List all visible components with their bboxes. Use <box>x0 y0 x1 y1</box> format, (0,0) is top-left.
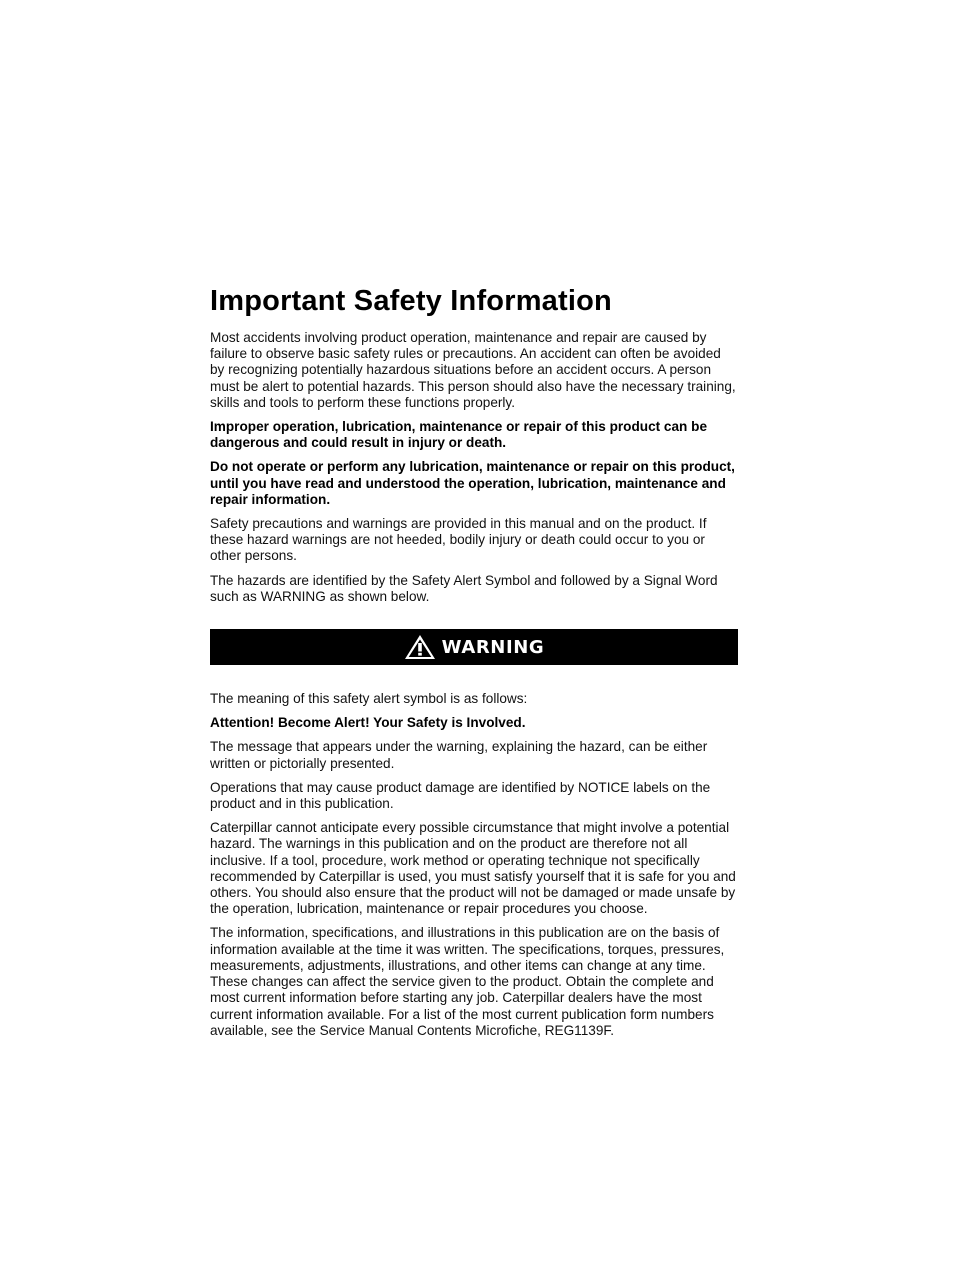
precautions-paragraph: Safety precautions and warnings are provided in this manual and on the product. If these hazard warnings are not heeded, bodily injury or death could occur to you or other persons. <box>210 516 707 564</box>
hazard-identification-paragraph: The hazards are identified by the Safety Alert Symbol and followed by a Signal Word such as WARNING as shown below. <box>210 572 718 604</box>
warning-label: WARNING <box>441 636 545 658</box>
symbol-meaning-paragraph: The meaning of this safety alert symbol is as follows: <box>210 691 528 707</box>
danger-statement: Improper operation, lubrication, maintenance or repair of this product can be dangerous and could result in injury or death. <box>210 419 708 451</box>
safety-alert-triangle-icon <box>404 634 436 660</box>
read-before-operating-statement: Do not operate or perform any lubrication, maintenance or repair on this product, until you have read and understood the operation, lubrication, maintenance and repair information. <box>210 459 735 507</box>
caterpillar-disclaimer-paragraph: Caterpillar cannot anticipate every possible circumstance that might involve a potential hazard. The warnings in this publication and on the product are therefore not all inclusive. If a tool, procedure, work method or operating technique not specifically recommended by Caterpillar is used, you must satisfy yourself that it is safe for you and others. You should also ensure that the product will not be damaged or made unsafe by the operation, lubrication, maintenance or repair procedures you choose. <box>210 820 736 917</box>
warning-message-paragraph: The message that appears under the warning, explaining the hazard, can be either written or pictorially presented. <box>210 739 708 771</box>
notice-labels-paragraph: Operations that may cause product damage are identified by NOTICE labels on the product and in this publication. <box>210 779 711 812</box>
page-title: Important Safety Information <box>210 285 612 317</box>
warning-banner <box>210 629 738 665</box>
attention-statement: Attention! Become Alert! Your Safety is Involved. <box>210 715 526 731</box>
intro-paragraph: Most accidents involving product operation, maintenance and repair are caused by failure to observe basic safety rules or precautions. An accident can often be avoided by recognizing potentially hazardous situations before an accident occurs. A person must be alert to potential hazards. This person should also have the necessary training, skills and tools to perform these functions properly. <box>210 330 736 410</box>
publication-information-paragraph: The information, specifications, and illustrations in this publication are on the basis of information available at the time it was written. The specifications, torques, pressures, measurements, adjustments, illustrations, and other items can change at any time. These changes can affect the service given to the product. Obtain the complete and most current information before starting any job. Caterpillar dealers have the most current information available. For a list of the most current publication form numbers available, see the Service Manual Contents Microfiche, REG1139F. <box>210 925 725 1038</box>
safety-information-section <box>210 283 738 1047</box>
